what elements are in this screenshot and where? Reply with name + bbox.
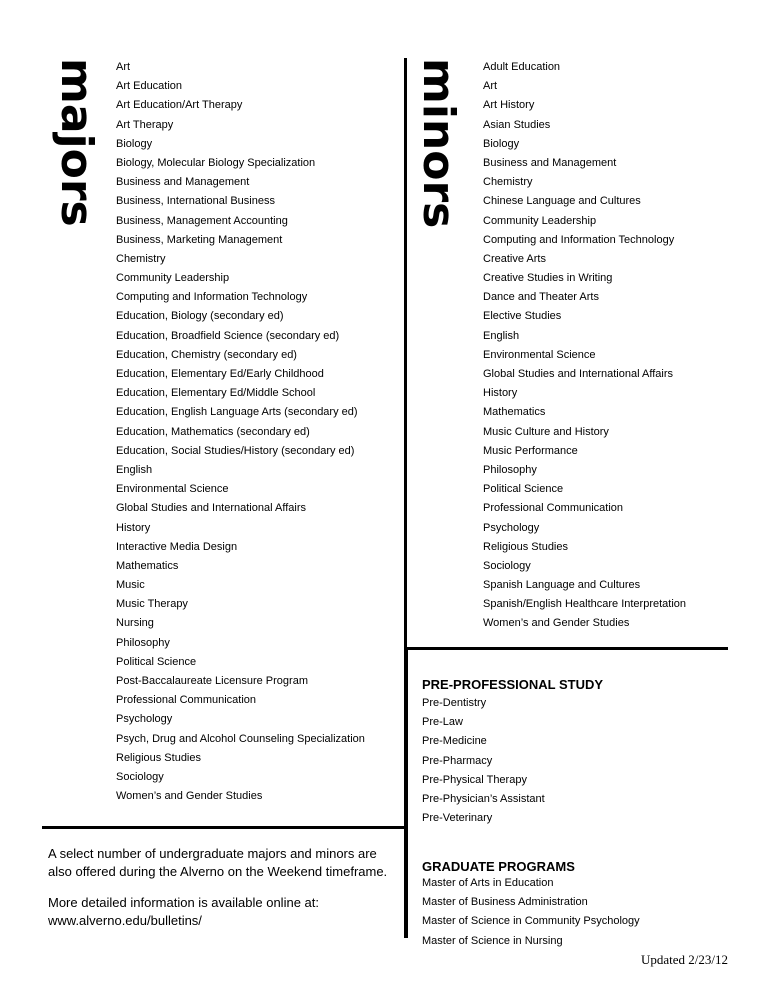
graduate-item: Master of Science in Nursing (422, 934, 563, 947)
section-divider-left (42, 826, 404, 829)
minors-list (483, 58, 686, 634)
major-item: Education, Broadfield Science (secondary ed) (116, 329, 340, 342)
pre-professional-item: Pre-Law (422, 716, 463, 729)
minor-item: Sociology (483, 559, 531, 572)
pre-professional-item: Pre-Dentistry (422, 697, 487, 709)
minor-item: Asian Studies (483, 118, 551, 131)
minor-item: Philosophy (483, 463, 537, 476)
weekend-note: A select number of undergraduate majors and minors are also offered during the Alverno on the Weekend timeframe. (48, 846, 388, 879)
major-item: Religious Studies (116, 751, 201, 764)
major-item: Education, Biology (secondary ed) (116, 310, 284, 323)
graduate-item: Master of Science in Community Psychology (422, 915, 640, 928)
minor-item: Biology (483, 137, 520, 150)
minor-item: Chemistry (483, 176, 533, 189)
major-item: Education, Social Studies/History (secondary ed) (116, 444, 355, 457)
major-item: Business, Marketing Management (116, 233, 283, 246)
pre-professional-item: Pre-Veterinary (422, 812, 493, 825)
major-item: Nursing (116, 617, 154, 630)
major-item: Chemistry (116, 252, 166, 265)
major-item: Education, English Language Arts (secondary ed) (116, 406, 358, 419)
major-item: Biology, Molecular Biology Specialization (116, 156, 316, 169)
minor-item: Music Performance (483, 444, 578, 457)
graduate-heading: GRADUATE PROGRAMS (422, 859, 575, 874)
major-item: Business, International Business (116, 195, 275, 208)
major-item: Psych, Drug and Alcohol Counseling Specialization (116, 732, 365, 745)
minor-item: Art (483, 80, 498, 93)
major-item: Music Therapy (116, 598, 188, 611)
minor-item: Global Studies and International Affairs (483, 368, 673, 380)
major-item: Post-Baccalaureate Licensure Program (116, 675, 308, 687)
minor-item: Professional Communication (483, 502, 624, 515)
major-item: Art Education/Art Therapy (116, 99, 243, 112)
minor-item: Computing and Information Technology (483, 233, 675, 246)
major-item: Sociology (116, 770, 164, 783)
major-item: Community Leadership (116, 272, 230, 285)
major-item: Business and Management (116, 176, 250, 189)
major-item: Education, Elementary Ed/Early Childhood (116, 368, 324, 380)
minor-item: Environmental Science (483, 348, 596, 361)
pre-professional-heading: PRE-PROFESSIONAL STUDY (422, 677, 604, 692)
graduate-item: Master of Business Administration (422, 896, 588, 909)
minor-item: Religious Studies (483, 540, 568, 553)
minor-item: Chinese Language and Cultures (483, 195, 641, 208)
major-item: Computing and Information Technology (116, 291, 308, 304)
minor-item: Spanish/English Healthcare Interpretation (483, 598, 687, 611)
minor-item: History (483, 387, 518, 400)
major-item: Music (116, 579, 145, 592)
major-item: Business, Management Accounting (116, 214, 288, 227)
major-item: Philosophy (116, 636, 170, 649)
major-item: Psychology (116, 713, 173, 726)
major-item: Education, Chemistry (secondary ed) (116, 348, 297, 361)
major-item: Mathematics (116, 559, 179, 572)
major-item: English (116, 463, 153, 476)
major-item: Biology (116, 137, 153, 150)
major-item: Education, Mathematics (secondary ed) (116, 425, 310, 438)
column-divider (404, 58, 407, 650)
minor-item: Community Leadership (483, 214, 597, 227)
minor-item: Political Science (483, 483, 564, 496)
major-item: History (116, 521, 151, 534)
minor-item: Business and Management (483, 156, 617, 169)
updated-date: Updated 2/23/12 (640, 952, 728, 967)
major-item: Global Studies and International Affairs (116, 502, 306, 515)
minor-item: Dance and Theater Arts (483, 291, 599, 304)
minor-item: Adult Education (483, 61, 561, 73)
section-divider-right (407, 647, 728, 650)
pre-professional-item: Pre-Pharmacy (422, 754, 493, 767)
online-info-note: More detailed information is available online at: www.alverno.edu/bulletins/ (48, 895, 319, 928)
major-item: Interactive Media Design (116, 540, 238, 553)
graduate-list (422, 874, 640, 951)
minor-item: Creative Arts (483, 252, 546, 265)
minors-title: minors (413, 58, 464, 229)
minor-item: Women’s and Gender Studies (483, 617, 630, 630)
minor-item: Elective Studies (483, 310, 562, 323)
majors-list (116, 58, 365, 806)
majors-title: majors (51, 58, 102, 227)
major-item: Professional Communication (116, 694, 257, 707)
major-item: Art (116, 61, 131, 73)
graduate-item: Master of Arts in Education (422, 877, 554, 889)
major-item: Environmental Science (116, 483, 229, 496)
pre-professional-item: Pre-Physical Therapy (422, 773, 527, 786)
major-item: Art Education (116, 80, 183, 93)
minor-item: Mathematics (483, 406, 546, 419)
major-item: Political Science (116, 655, 197, 668)
major-item: Women’s and Gender Studies (116, 790, 263, 803)
column-divider-lower (404, 648, 408, 938)
minor-item: Creative Studies in Writing (483, 272, 613, 285)
pre-professional-item: Pre-Medicine (422, 735, 487, 748)
minor-item: Music Culture and History (483, 425, 609, 438)
minor-item: English (483, 329, 520, 342)
minor-item: Art History (483, 99, 535, 112)
major-item: Education, Elementary Ed/Middle School (116, 387, 316, 400)
major-item: Art Therapy (116, 118, 174, 131)
minor-item: Psychology (483, 521, 540, 534)
pre-professional-list (422, 694, 545, 828)
minor-item: Spanish Language and Cultures (483, 579, 641, 592)
pre-professional-item: Pre-Physician’s Assistant (422, 792, 545, 805)
